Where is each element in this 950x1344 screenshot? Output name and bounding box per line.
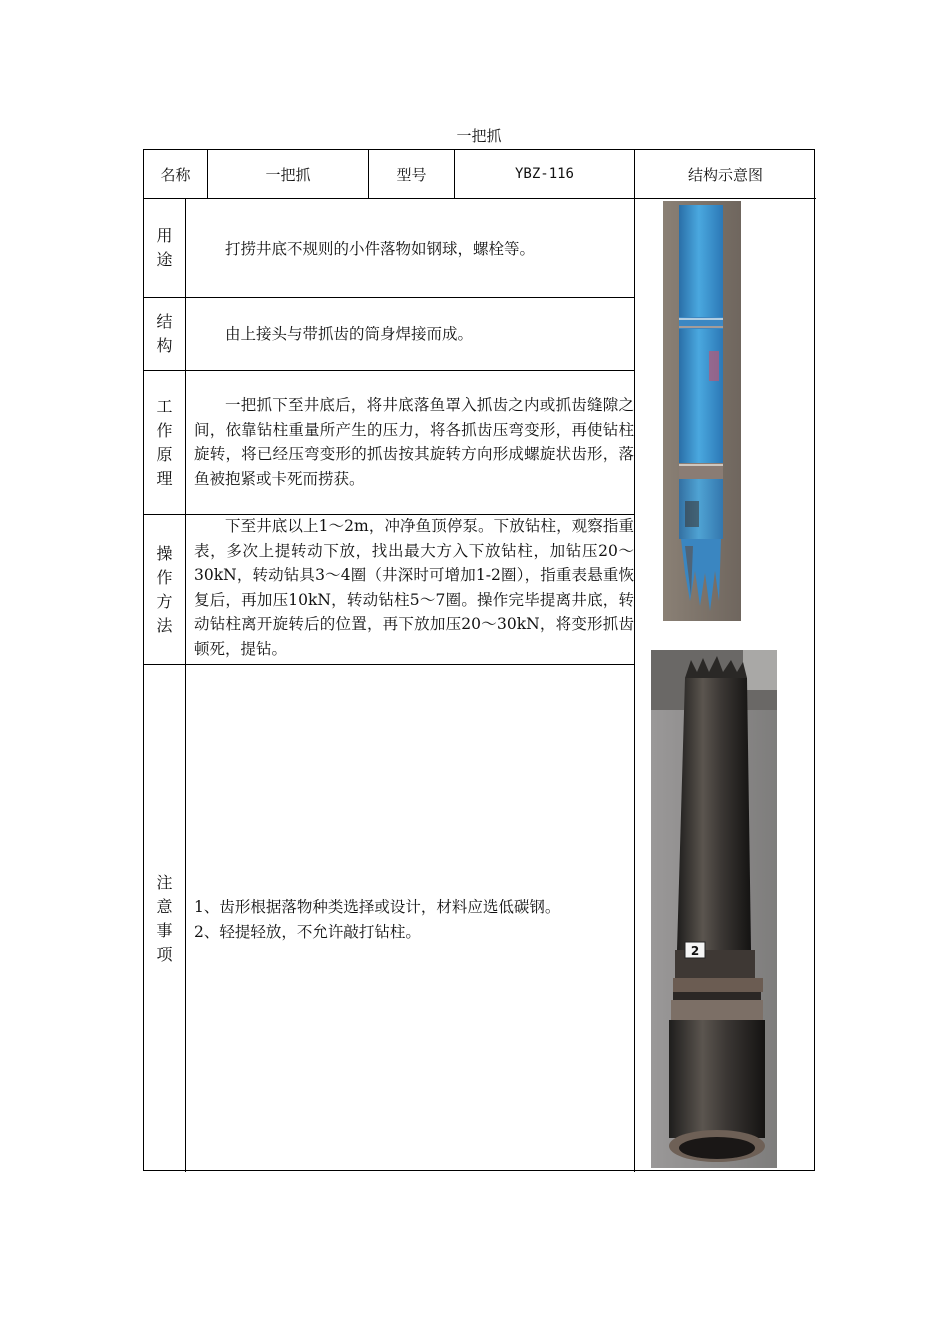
col-divider [185,198,186,1172]
model-value: YBZ-116 [514,166,574,182]
principle-label: 工 作 原 理 [156,396,173,488]
tool-photo-dark [651,650,777,1168]
photo-tag: 2 [690,944,700,958]
tool-photo-blue [663,201,741,621]
row-divider [144,370,635,371]
operation-label: 操 作 方 法 [156,543,173,635]
spec-table [143,149,815,1171]
notes-label: 注 意 事 项 [156,872,173,964]
model-label: 型号 [396,165,427,184]
name-label: 名称 [160,165,191,184]
structure-text: 由上接头与带抓齿的筒身焊接而成。 [225,325,474,343]
row-divider [144,198,816,199]
purpose-label: 用 途 [156,225,173,269]
col-divider [634,150,635,1172]
list-item: 1、齿形根据落物种类选择或设计，材料应选低碳钢。 [194,898,561,916]
row-divider [144,664,635,665]
purpose-text: 打捞井底不规则的小件落物如钢球，螺栓等。 [225,240,536,258]
name-value: 一把抓 [265,165,311,184]
row-divider [144,297,635,298]
operation-text: 下至井底以上1～2m，冲净鱼顶停泵。下放钻柱，观察指重表，多次上提转动下放，找出最大方入下放钻柱，加钻压20～30kN，转动钻具3～4圈（井深时可增加1-2圈），指重表悬重恢复后，再加压10kN，转动钻柱5～7圈。操作完毕提离井底，转动钻柱离开旋转后的位置，再下放加压20～30kN，将变形抓齿顿死，提钻。 [194,517,634,658]
list-item: 2、轻提轻放，不允许敲打钻柱。 [194,922,421,941]
diagram-label: 结构示意图 [687,165,763,184]
document-title: 一把抓 [456,127,502,145]
notes-list [194,895,634,944]
principle-text: 一把抓下至井底后，将井底落鱼罩入抓齿之内或抓齿缝隙之间，依靠钻柱重量所产生的压力，将各抓齿压弯变形，再使钻柱旋转，将已经压弯变形的抓齿按其旋转方向形成螺旋状齿形，落鱼被抱紧或卡死而捞获。 [194,396,634,488]
structure-label: 结 构 [156,312,173,355]
